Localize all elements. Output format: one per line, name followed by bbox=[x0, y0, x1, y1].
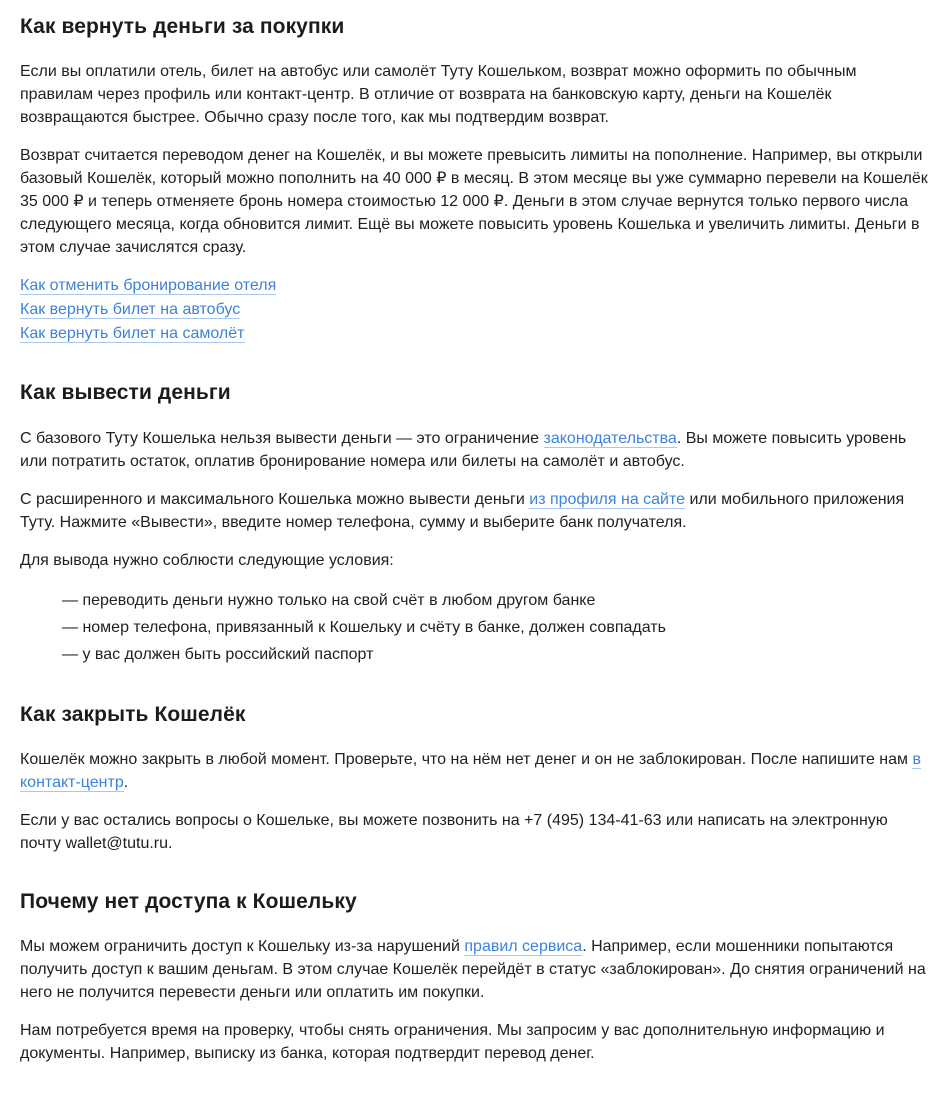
section-heading-refund: Как вернуть деньги за покупки bbox=[20, 15, 345, 38]
service-rules-link[interactable]: правил сервиса bbox=[464, 938, 583, 955]
withdraw-conditions-list bbox=[20, 587, 930, 668]
profile-on-site-link[interactable]: из профиля на сайте bbox=[529, 490, 686, 508]
legislation-link[interactable]: законодательства bbox=[543, 429, 677, 447]
withdraw-p2-text-after: или мобильного приложения Туту. Нажмите «Вывести», введите номер телефона, сумму и выберите банк получателя. bbox=[20, 490, 905, 531]
close-p1-text-before: Кошелёк можно закрыть в любой момент. Проверьте, что на нём нет денег и он не заблокирован. После напишите нам bbox=[20, 750, 913, 768]
list-item: — номер телефона, привязанный к Кошельку и счёту в банке, должен совпадать bbox=[62, 618, 666, 636]
refund-links bbox=[20, 274, 930, 346]
link-row bbox=[20, 298, 930, 322]
close-p1-text-after: . bbox=[123, 773, 129, 791]
refund-paragraph-2: Возврат считается переводом денег на Кошелёк, и вы можете превысить лимиты на пополнение. Например, вы открыли базовый Кошелёк, который можно пополнить на 40 000 ₽ в месяц. В этом месяце вы уже суммарно перевели на Кошелёк 35 000 ₽ и теперь отменяете бронь номера стоимостью 12 000 ₽. Деньги в этом случае вернутся только первого числа следующего месяца, когда обновится лимит. Ещё вы можете повысить уровень Кошелька и увеличить лимиты. Деньги в этом случае зачислятся сразу. bbox=[20, 147, 928, 257]
list-item: — у вас должен быть российский паспорт bbox=[62, 645, 374, 663]
withdraw-p2-text-before: С расширенного и максимального Кошелька можно вывести деньги bbox=[20, 490, 530, 508]
withdraw-paragraph-2 bbox=[20, 488, 930, 534]
access-paragraph-1 bbox=[20, 935, 930, 1004]
access-paragraph-2: Нам потребуется время на проверку, чтобы снять ограничения. Мы запросим у вас дополнительную информацию и документы. Например, выписку из банка, которая подтвердит перевод денег. bbox=[20, 1022, 885, 1062]
access-p1-text-before: Мы можем ограничить доступ к Кошельку из-за нарушений bbox=[20, 938, 465, 955]
return-bus-ticket-link[interactable]: Как вернуть билет на автобус bbox=[20, 301, 241, 319]
cancel-hotel-booking-link[interactable]: Как отменить бронирование отеля bbox=[20, 277, 277, 295]
section-heading-close: Как закрыть Кошелёк bbox=[20, 702, 246, 726]
withdraw-paragraph-1 bbox=[20, 427, 930, 473]
link-row bbox=[20, 274, 930, 298]
section-heading-access: Почему нет доступа к Кошельку bbox=[20, 889, 357, 913]
withdraw-conditions-intro: Для вывода нужно соблюсти следующие условия: bbox=[20, 551, 394, 569]
contact-center-link[interactable]: в контакт-центр bbox=[20, 750, 921, 791]
withdraw-p1-text-after: . Вы можете повысить уровень или потратить остаток, оплатив бронирование номера или билеты на самолёт и автобус. bbox=[20, 429, 907, 470]
link-row bbox=[20, 322, 930, 346]
return-plane-ticket-link[interactable]: Как вернуть билет на самолёт bbox=[20, 325, 245, 343]
refund-paragraph-1: Если вы оплатили отель, билет на автобус или самолёт Туту Кошельком, возврат можно оформить по обычным правилам через профиль или контакт-центр. В отличие от возврата на банковскую карту, деньги на Кошелёк возвращаются быстрее. Обычно сразу после того, как мы подтвердим возврат. bbox=[20, 63, 857, 127]
section-heading-withdraw: Как вывести деньги bbox=[20, 381, 231, 405]
withdraw-p1-text-before: С базового Туту Кошелька нельзя вывести деньги — это ограничение bbox=[20, 429, 544, 447]
list-item: — переводить деньги нужно только на свой счёт в любом другом банке bbox=[62, 591, 596, 609]
close-paragraph-1 bbox=[20, 748, 930, 794]
close-paragraph-2: Если у вас остались вопросы о Кошельке, вы можете позвонить на +7 (495) 134-41-63 или написать на электронную почту wallet@tutu.ru. bbox=[20, 811, 888, 852]
access-p1-text-after: . Например, если мошенники попытаются получить доступ к вашим деньгам. В этом случае Кошелёк перейдёт в статус «заблокирован». До снятия ограничений на него не получится перевести деньги или оплатить им покупки. bbox=[20, 938, 926, 1001]
